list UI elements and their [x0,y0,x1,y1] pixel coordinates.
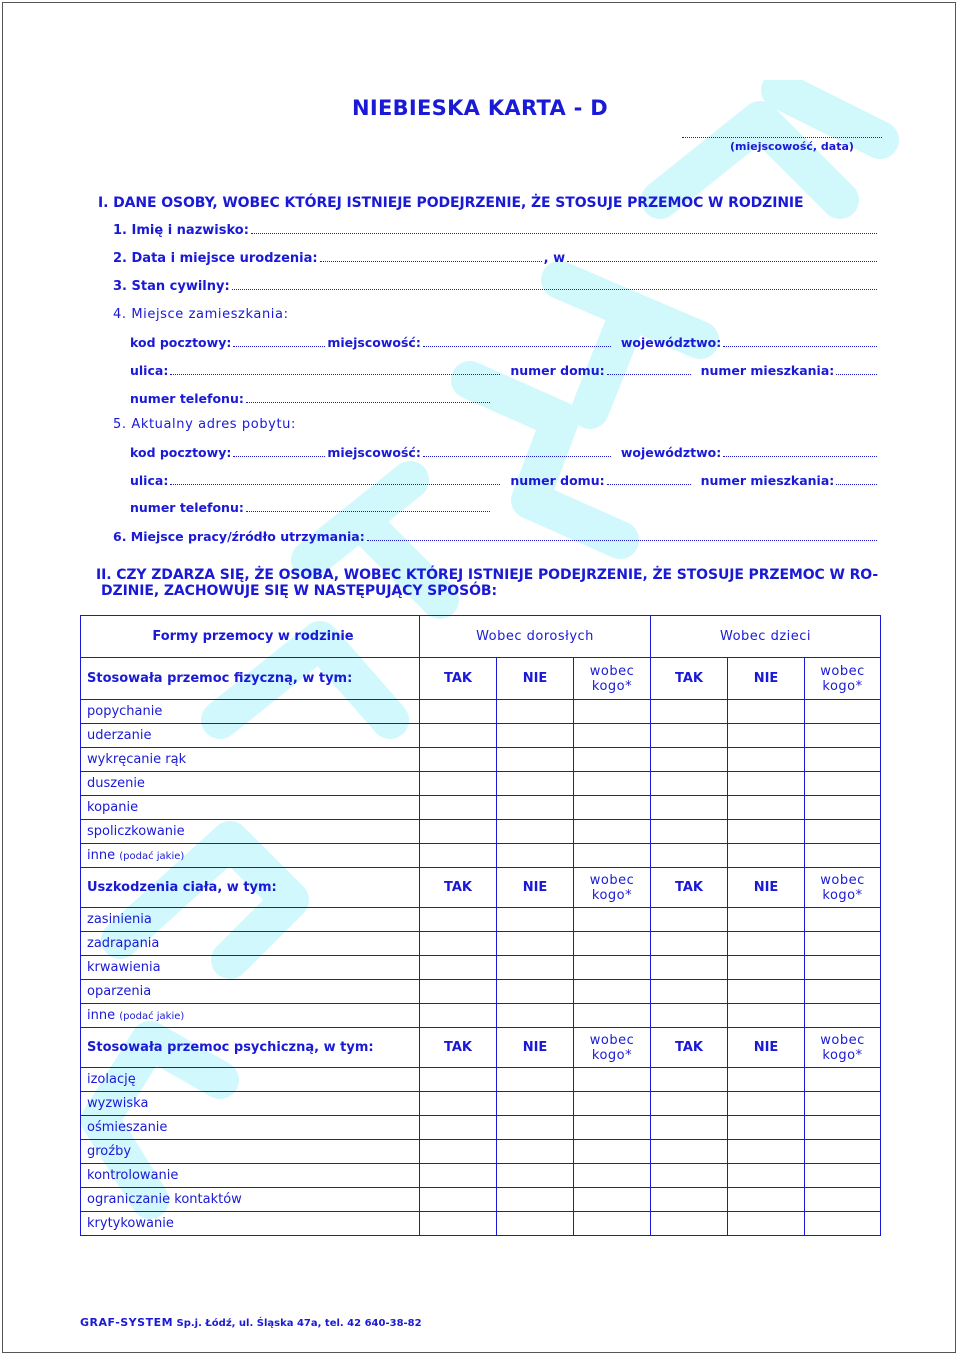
answer-cell[interactable] [728,700,805,724]
tak-header: TAK [651,1028,728,1068]
item-text: wykręcanie rąk [87,752,187,767]
table-row [81,1188,881,1212]
current-address-label: 5. Aktualny adres pobytu: [113,417,296,432]
residence-label: 4. Miejsce zamieszkania: [113,307,289,322]
answer-cell[interactable] [497,908,574,932]
wobec-kogo-header [805,868,881,908]
answer-cell[interactable] [728,820,805,844]
birth-label: 2. Data i miejsce urodzenia: [113,251,318,266]
residence-postal-row [130,335,879,350]
voivodeship-field[interactable] [723,337,877,347]
section2-heading [96,567,886,599]
answer-cell[interactable] [805,956,881,980]
answer-cell[interactable] [574,1164,651,1188]
answer-cell[interactable] [420,1004,497,1028]
flat-label: numer mieszkania: [700,473,835,488]
item-label [81,908,420,932]
answer-cell[interactable] [805,1092,881,1116]
table-row [81,1140,881,1164]
item-label [81,844,420,868]
group-label: Stosowała przemoc psychiczną, w tym: [81,1028,420,1068]
birth-row [113,251,879,266]
answer-cell[interactable] [497,1188,574,1212]
group-label: Stosowała przemoc fizyczną, w tym: [81,658,420,700]
table-row [81,844,881,868]
phone-label: numer telefonu: [130,500,244,515]
answer-cell[interactable] [574,908,651,932]
answer-cell[interactable] [805,1188,881,1212]
answer-cell[interactable] [805,700,881,724]
answer-cell[interactable] [805,1164,881,1188]
answer-cell[interactable] [420,1212,497,1236]
answer-cell[interactable] [728,932,805,956]
section2-heading-line1: II. CZY ZDARZA SIĘ, ŻE OSOBA, WOBEC KTÓREJ ISTNIEJE PODEJRZENIE, ŻE STOSUJE PRZEMOC W RO- [96,567,879,583]
answer-cell[interactable] [728,1164,805,1188]
group-header-row [81,1028,881,1068]
item-label [81,1212,420,1236]
street-label: ulica: [130,363,169,378]
answer-cell[interactable] [574,1116,651,1140]
answer-cell[interactable] [497,1068,574,1092]
answer-cell[interactable] [651,1004,728,1028]
answer-cell[interactable] [728,748,805,772]
tak-header: TAK [651,868,728,908]
answer-cell[interactable] [574,1188,651,1212]
item-label [81,724,420,748]
item-label [81,1068,420,1092]
house-field[interactable] [607,475,691,485]
answer-cell[interactable] [728,772,805,796]
answer-cell[interactable] [805,1140,881,1164]
answer-cell[interactable] [574,700,651,724]
place-date-label: (miejscowość, data) [730,140,854,153]
table-row [81,1004,881,1028]
item-label [81,748,420,772]
wobec-text: wobec [820,663,865,679]
town-field[interactable] [423,337,611,347]
answer-cell[interactable] [805,796,881,820]
item-label [81,772,420,796]
answer-cell[interactable] [651,932,728,956]
answer-cell[interactable] [420,1116,497,1140]
postal-field[interactable] [233,337,325,347]
answer-cell[interactable] [805,1212,881,1236]
answer-cell[interactable] [497,724,574,748]
answer-cell[interactable] [728,908,805,932]
birth-w-label: , w [543,251,566,266]
name-label: 1. Imię i nazwisko: [113,223,249,238]
wobec-kogo-header [574,868,651,908]
item-text: inne [87,1008,116,1023]
birth-date-field[interactable] [320,252,542,262]
answer-cell[interactable] [728,724,805,748]
item-text: oparzenia [87,984,152,999]
civil-row [113,279,879,294]
nie-header: NIE [728,658,805,700]
answer-cell[interactable] [805,932,881,956]
flat-label: numer mieszkania: [700,363,835,378]
table-row [81,820,881,844]
answer-cell[interactable] [420,844,497,868]
table-row [81,772,881,796]
answer-cell[interactable] [574,956,651,980]
street-label: ulica: [130,473,169,488]
answer-cell[interactable] [728,1188,805,1212]
town-label: miejscowość: [327,445,421,460]
group-label: Uszkodzenia ciała, w tym: [81,868,420,908]
wobec-text: wobec [820,1032,865,1048]
answer-cell[interactable] [805,1068,881,1092]
table-row [81,1164,881,1188]
answer-cell[interactable] [497,1092,574,1116]
wobec-text: wobec [589,663,635,679]
answer-cell[interactable] [651,956,728,980]
house-label: numer domu: [510,363,605,378]
table-row [81,700,881,724]
table-row [81,1116,881,1140]
answer-cell[interactable] [805,724,881,748]
phone-field[interactable] [246,393,490,403]
answer-cell[interactable] [805,844,881,868]
answer-cell[interactable] [574,1212,651,1236]
tak-header: TAK [420,658,497,700]
answer-cell[interactable] [497,1140,574,1164]
nie-header: NIE [497,1028,574,1068]
answer-cell[interactable] [574,1068,651,1092]
item-label [81,980,420,1004]
answer-cell[interactable] [420,796,497,820]
item-text: krytykowanie [87,1216,174,1231]
item-label [81,700,420,724]
item-text: izolację [87,1072,136,1087]
residence-street-row [130,363,879,378]
answer-cell[interactable] [651,980,728,1004]
wobec-kogo-header [574,658,651,700]
voivodeship-label: województwo: [620,445,722,460]
group-header-row [81,868,881,908]
current-street-row [130,473,879,488]
answer-cell[interactable] [728,1092,805,1116]
answer-cell[interactable] [805,980,881,1004]
postal-label: kod pocztowy: [130,335,232,350]
table-row [81,956,881,980]
voivodeship-label: województwo: [620,335,722,350]
answer-cell[interactable] [420,772,497,796]
item-label [81,932,420,956]
answer-cell[interactable] [728,1004,805,1028]
answer-cell[interactable] [651,700,728,724]
answer-cell[interactable] [497,820,574,844]
item-text: groźby [87,1144,132,1159]
item-text: inne [87,848,116,863]
table-header-row [81,616,881,658]
answer-cell[interactable] [728,1068,805,1092]
nie-header: NIE [497,868,574,908]
answer-cell[interactable] [574,844,651,868]
street-field[interactable] [170,365,500,375]
tak-header: TAK [651,658,728,700]
group-header-row [81,658,881,700]
item-text: ośmieszanie [87,1120,168,1135]
work-row [113,529,879,544]
name-row [113,223,879,238]
answer-cell[interactable] [420,1140,497,1164]
item-text: kopanie [87,800,139,815]
item-text: kontrolowanie [87,1168,179,1183]
nie-header: NIE [728,868,805,908]
col-adults-header: Wobec dorosłych [420,616,651,658]
house-label: numer domu: [510,473,605,488]
answer-cell[interactable] [651,748,728,772]
answer-cell[interactable] [420,980,497,1004]
answer-cell[interactable] [420,1164,497,1188]
answer-cell[interactable] [574,820,651,844]
answer-cell[interactable] [651,1164,728,1188]
answer-cell[interactable] [651,820,728,844]
answer-cell[interactable] [420,748,497,772]
item-label [81,1164,420,1188]
name-field[interactable] [251,224,877,234]
answer-cell[interactable] [805,1004,881,1028]
item-label [81,956,420,980]
table-row [81,932,881,956]
work-field[interactable] [367,531,877,541]
answer-cell[interactable] [497,1004,574,1028]
item-label [81,1004,420,1028]
item-label [81,1092,420,1116]
answer-cell[interactable] [497,980,574,1004]
table-row [81,1092,881,1116]
col-children-header: Wobec dzieci [651,616,881,658]
wobec-text: wobec [589,1032,635,1048]
footer [80,1316,422,1329]
answer-cell[interactable] [728,1116,805,1140]
answer-cell[interactable] [574,980,651,1004]
answer-cell[interactable] [420,1092,497,1116]
answer-cell[interactable] [651,796,728,820]
town-label: miejscowość: [327,335,421,350]
item-text: zasinienia [87,912,152,927]
answer-cell[interactable] [651,1092,728,1116]
current-postal-row [130,445,879,460]
item-label [81,1188,420,1212]
item-label [81,1140,420,1164]
table-row [81,796,881,820]
answer-cell[interactable] [497,796,574,820]
answer-cell[interactable] [728,844,805,868]
answer-cell[interactable] [805,772,881,796]
kogo-text: kogo* [591,678,633,694]
birth-place-field[interactable] [567,252,877,262]
wobec-text: wobec [820,872,865,888]
town-field[interactable] [423,447,611,457]
tak-header: TAK [420,1028,497,1068]
table-row [81,1212,881,1236]
answer-cell[interactable] [497,748,574,772]
civil-field[interactable] [232,280,877,290]
item-label [81,796,420,820]
answer-cell[interactable] [805,908,881,932]
answer-cell[interactable] [574,1140,651,1164]
answer-cell[interactable] [651,1068,728,1092]
answer-cell[interactable] [651,908,728,932]
kogo-text: kogo* [591,887,633,903]
wobec-text: wobec [589,872,635,888]
answer-cell[interactable] [420,724,497,748]
answer-cell[interactable] [728,980,805,1004]
phone-label: numer telefonu: [130,391,244,406]
table-row [81,748,881,772]
item-note: (podać jakie) [119,1011,185,1022]
answer-cell[interactable] [805,820,881,844]
phone-field[interactable] [246,502,490,512]
tak-header: TAK [420,868,497,908]
answer-cell[interactable] [497,1116,574,1140]
item-label [81,1116,420,1140]
item-text: spoliczkowanie [87,824,185,839]
table-row [81,980,881,1004]
answer-cell[interactable] [728,1140,805,1164]
kogo-text: kogo* [822,1047,863,1063]
answer-cell[interactable] [420,700,497,724]
kogo-text: kogo* [591,1047,633,1063]
item-note: (podać jakie) [119,851,185,862]
footer-details: Sp.j. Łódź, ul. Śląska 47a, tel. 42 640-38-82 [176,1318,422,1329]
postal-label: kod pocztowy: [130,445,232,460]
answer-cell[interactable] [497,1164,574,1188]
answer-cell[interactable] [574,772,651,796]
answer-cell[interactable] [728,796,805,820]
item-text: zadrapania [87,936,160,951]
footer-brand: GRAF-SYSTEM [80,1316,174,1329]
col-forms-header: Formy przemocy w rodzinie [81,616,420,658]
flat-field[interactable] [836,475,877,485]
nie-header: NIE [497,658,574,700]
table-row [81,1068,881,1092]
answer-cell[interactable] [728,1212,805,1236]
postal-field[interactable] [233,447,325,457]
answer-cell[interactable] [497,700,574,724]
answer-cell[interactable] [574,724,651,748]
item-text: popychanie [87,704,163,719]
answer-cell[interactable] [651,1212,728,1236]
section1-heading: I. DANE OSOBY, WOBEC KTÓREJ ISTNIEJE PODEJRZENIE, ŻE STOSUJE PRZEMOC W RODZINIE [98,195,804,211]
table-row [81,724,881,748]
answer-cell[interactable] [420,820,497,844]
flat-field[interactable] [836,365,877,375]
section2-heading-line2: DZINIE, ZACHOWUJE SIĘ W NASTĘPUJĄCY SPOSÓB: [101,583,497,599]
answer-cell[interactable] [497,956,574,980]
wobec-kogo-header [805,1028,881,1068]
wobec-kogo-header [574,1028,651,1068]
answer-cell[interactable] [420,932,497,956]
wobec-kogo-header [805,658,881,700]
work-label: 6. Miejsce pracy/źródło utrzymania: [113,529,365,544]
answer-cell[interactable] [651,1116,728,1140]
answer-cell[interactable] [651,772,728,796]
answer-cell[interactable] [574,1004,651,1028]
kogo-text: kogo* [822,887,863,903]
answer-cell[interactable] [420,956,497,980]
current-phone-row [130,500,492,515]
table-row [81,908,881,932]
answer-cell[interactable] [420,1188,497,1212]
item-text: krwawienia [87,960,161,975]
kogo-text: kogo* [822,678,863,694]
answer-cell[interactable] [574,748,651,772]
voivodeship-field[interactable] [723,447,877,457]
nie-header: NIE [728,1028,805,1068]
answer-cell[interactable] [651,1140,728,1164]
answer-cell[interactable] [651,1188,728,1212]
item-text: uderzanie [87,728,152,743]
item-text: duszenie [87,776,145,791]
item-label [81,820,420,844]
violence-forms-table [80,615,881,1236]
answer-cell[interactable] [651,844,728,868]
answer-cell[interactable] [574,796,651,820]
answer-cell[interactable] [805,748,881,772]
answer-cell[interactable] [728,956,805,980]
answer-cell[interactable] [805,1116,881,1140]
house-field[interactable] [607,365,691,375]
residence-phone-row [130,391,492,406]
form-title: NIEBIESKA KARTA - D [351,96,609,120]
place-date-line[interactable] [682,137,882,138]
item-text: wyzwiska [87,1096,149,1111]
item-text: ograniczanie kontaktów [87,1192,242,1207]
answer-cell[interactable] [497,932,574,956]
civil-label: 3. Stan cywilny: [113,279,230,294]
answer-cell[interactable] [497,772,574,796]
answer-cell[interactable] [651,724,728,748]
street-field[interactable] [170,475,500,485]
answer-cell[interactable] [497,1212,574,1236]
answer-cell[interactable] [420,1068,497,1092]
answer-cell[interactable] [497,844,574,868]
answer-cell[interactable] [574,1092,651,1116]
answer-cell[interactable] [420,908,497,932]
answer-cell[interactable] [574,932,651,956]
